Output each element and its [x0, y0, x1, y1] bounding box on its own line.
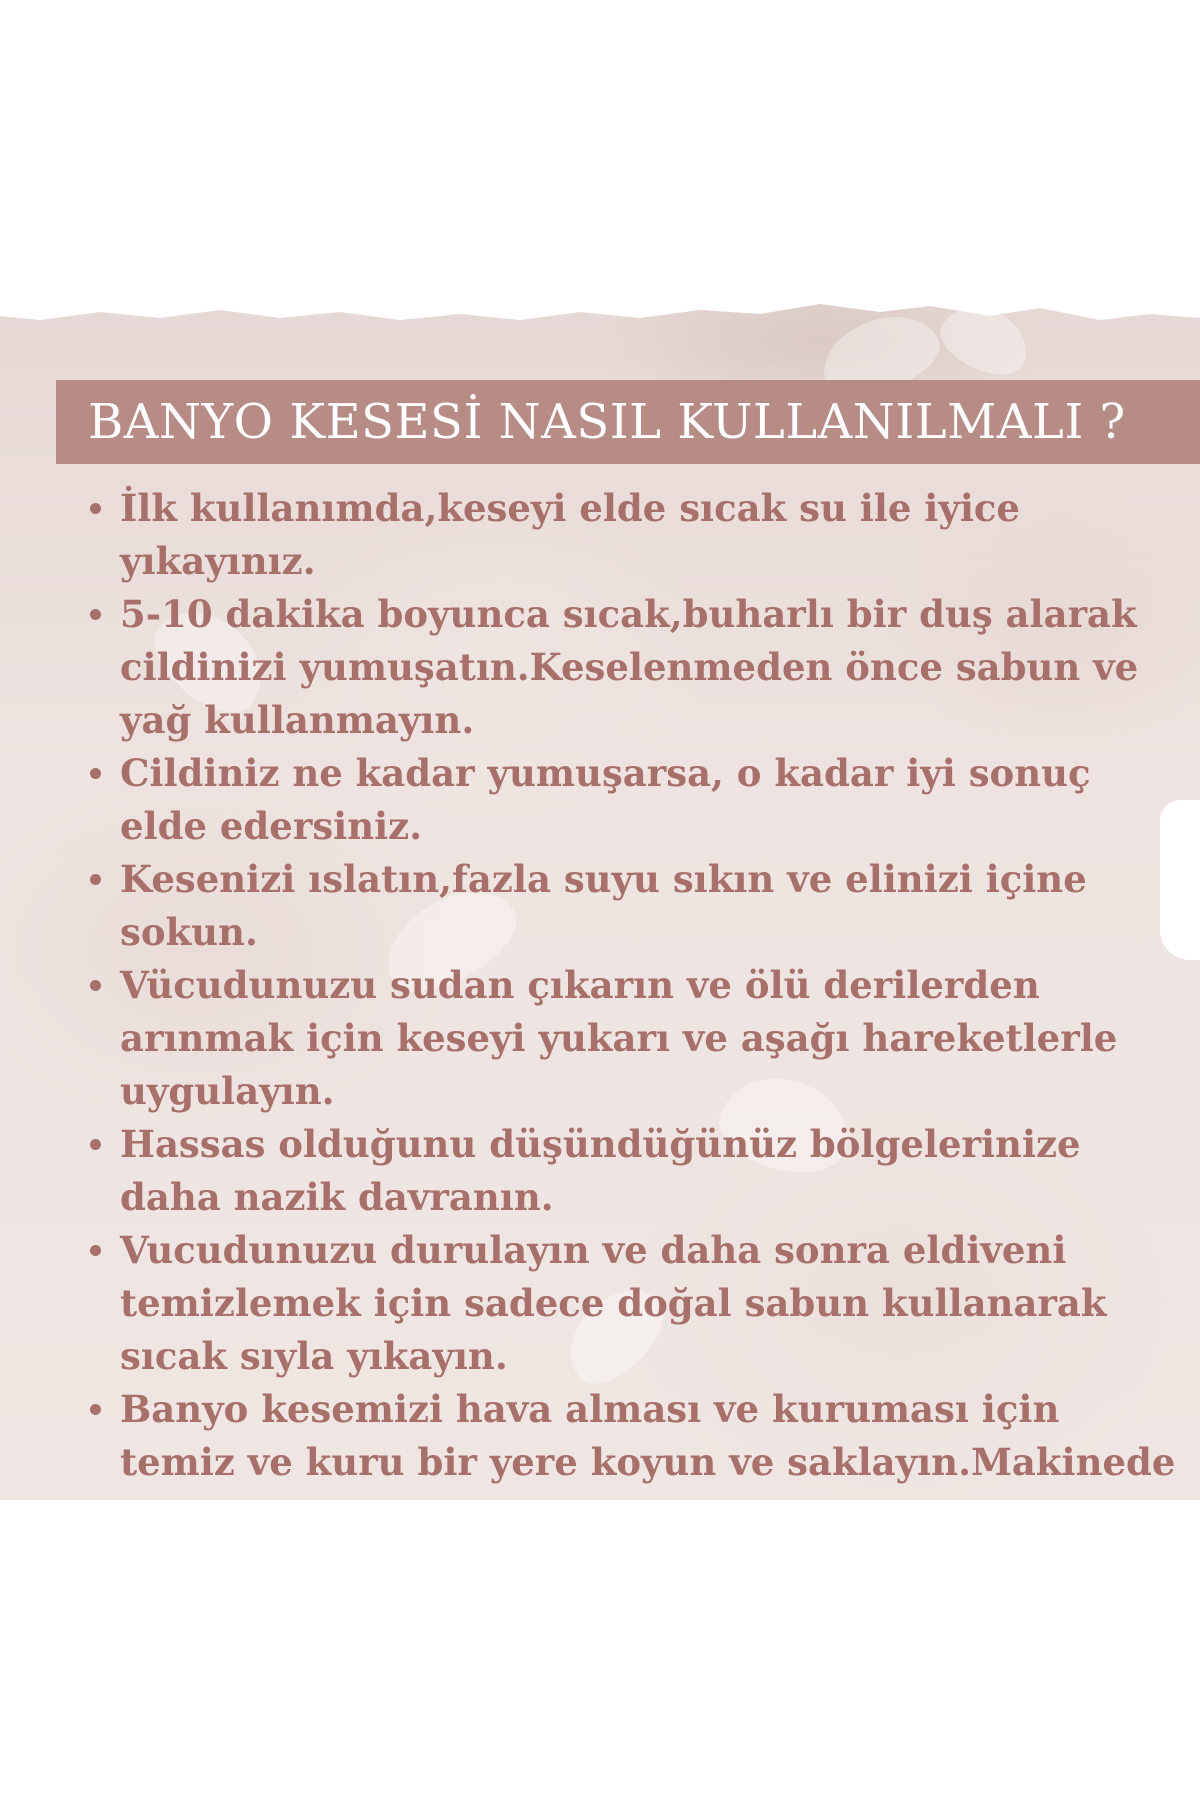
bullet-icon [90, 874, 101, 885]
list-item [86, 747, 1176, 853]
list-item [86, 1118, 1176, 1224]
list-item [86, 588, 1176, 747]
list-item [86, 959, 1176, 1118]
bullet-icon [90, 609, 101, 620]
list-item-text: Cildiniz ne kadar yumuşarsa, o kadar iyi sonuç elde edersiniz. [120, 751, 1091, 848]
list-item-text: Vucudunuzu durulayın ve daha sonra eldiveni temizlemek için sadece doğal sabun kullanarak sıcak sıyla yıkayın. [120, 1228, 1107, 1378]
list-item-text: İlk kullanımda,keseyi elde sıcak su ile iyice yıkayınız. [120, 486, 1020, 583]
list-item-text: Kesenizi ıslatın,fazla suyu sıkın ve elinizi içine sokun. [120, 857, 1087, 954]
usage-steps-list [86, 482, 1176, 1489]
bullet-icon [90, 503, 101, 514]
list-item [86, 1224, 1176, 1383]
bullet-icon [90, 980, 101, 991]
list-item [86, 482, 1176, 588]
list-item-text: Hassas olduğunu düşündüğünüz bölgelerinize daha nazik davranın. [120, 1122, 1081, 1219]
bullet-icon [90, 1245, 101, 1256]
list-item-text: Banyo kesemizi hava alması ve kuruması için temiz ve kuru bir yere koyun ve saklayın.Makinede [120, 1387, 1176, 1484]
bullet-icon [90, 768, 101, 779]
list-item [86, 853, 1176, 959]
list-item-text: 5-10 dakika boyunca sıcak,buharlı bir duş alarak cildinizi yumuşatın.Keselenmeden önce sabun ve yağ kullanmayın. [120, 592, 1139, 742]
list-item-text: Vücudunuzu sudan çıkarın ve ölü derilerden arınmak için keseyi yukarı ve aşağı hareketlerle uygulayın. [120, 963, 1118, 1113]
bullet-icon [90, 1404, 101, 1415]
bullet-icon [90, 1139, 101, 1150]
title-banner [56, 380, 1200, 464]
list-item [86, 1383, 1176, 1489]
page-title: BANYO KESESİ NASIL KULLANILMALI ? [88, 394, 1126, 450]
info-card [0, 300, 1200, 1500]
